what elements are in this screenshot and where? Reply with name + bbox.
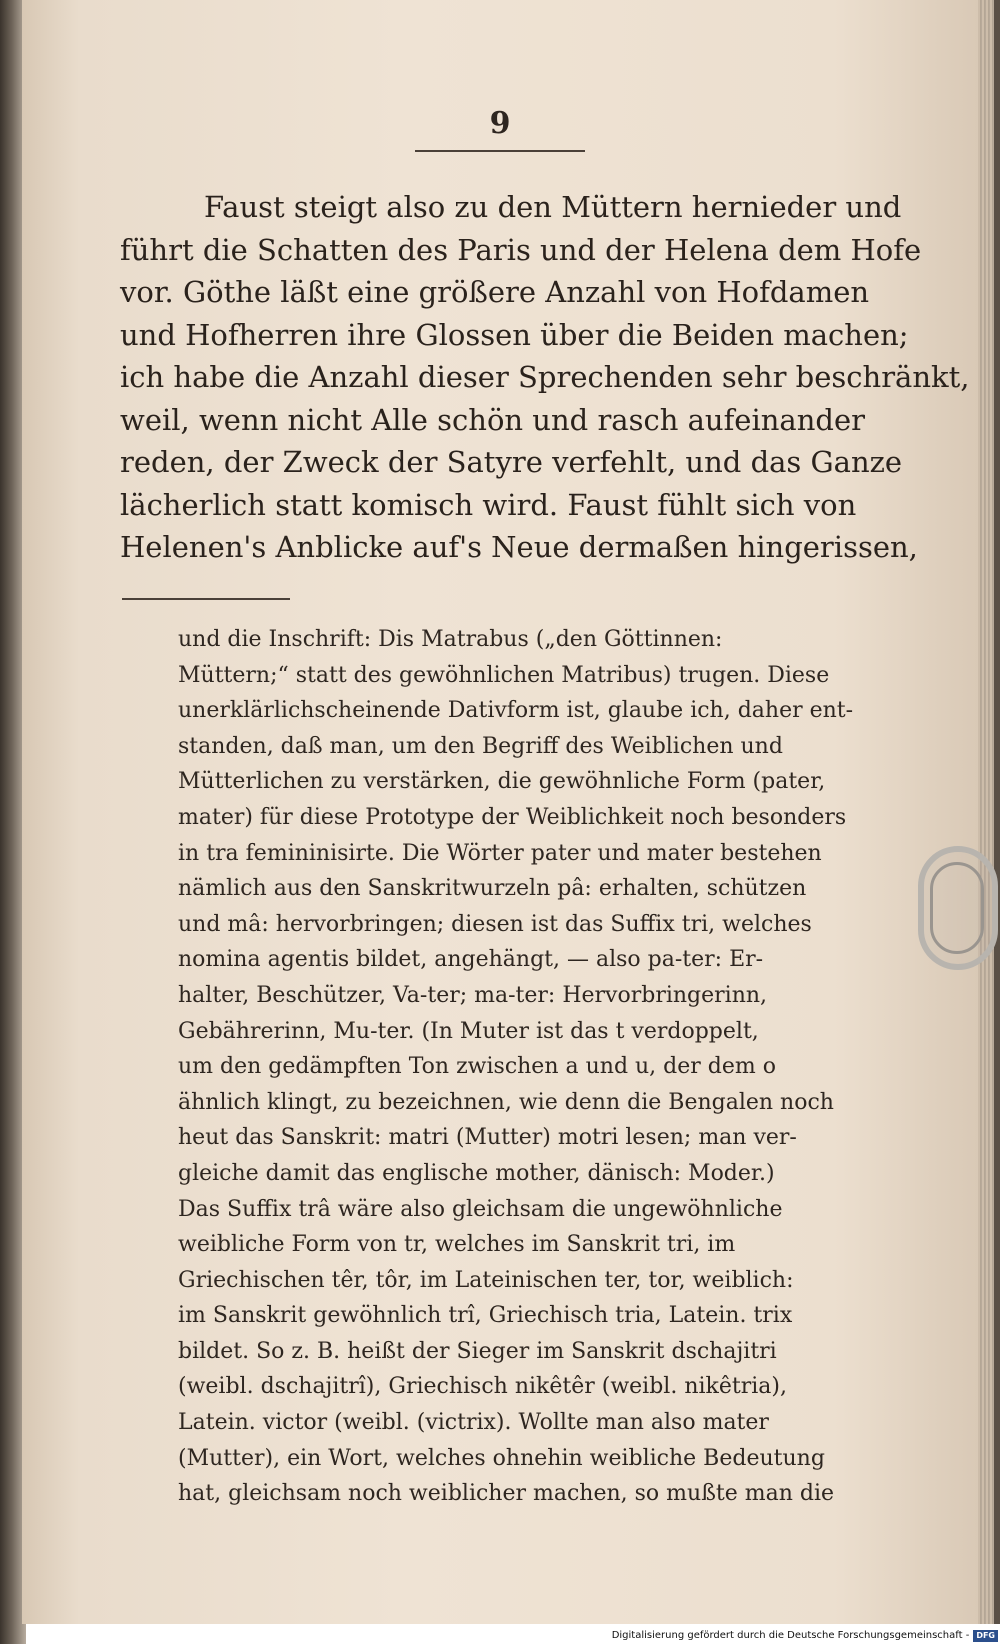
funding-text: Digitalisierung gefördert durch die Deutsche Forschungsgemeinschaft - (611, 1630, 970, 1641)
footnote-line: (weibl. dschajitrî), Griechisch nikêtêr (weibl. nikêtria), (178, 1374, 787, 1400)
footnote-line: halter, Beschützer, Va-ter; ma-ter: Hervorbringerinn, (178, 982, 768, 1008)
footnote-line: in tra femininisirte. Die Wörter pater und mater bestehen (178, 840, 822, 866)
footnote-line: Gebährerinn, Mu-ter. (In Muter ist das t verdoppelt, (178, 1018, 759, 1044)
footnote-line: und mâ: hervorbringen; diesen ist das Suffix tri, welches (178, 911, 812, 937)
footnote-line: ähnlich klingt, zu bezeichnen, wie denn die Bengalen noch (178, 1089, 834, 1115)
footnote-line: (Mutter), ein Wort, welches ohnehin weibliche Bedeutung (178, 1445, 825, 1471)
footnote-line: Müttern;“ statt des gewöhnlichen Matribus) trugen. Diese (178, 662, 830, 688)
footnote-line: mater) für diese Prototype der Weiblichkeit noch besonders (178, 804, 847, 830)
footnote-line: und die Inschrift: Dis Matrabus („den Göttinnen: (178, 627, 723, 652)
main-line: Helenen's Anblicke auf's Neue dermaßen hingerissen, (120, 530, 918, 564)
main-line: vor. Göthe läßt eine größere Anzahl von Hofdamen (120, 275, 870, 309)
main-line: Faust steigt also zu den Müttern hernieder und (204, 190, 902, 224)
footnote-rule (122, 598, 290, 600)
footnote-line: heut das Sanskrit: matri (Mutter) motri lesen; man ver- (178, 1125, 797, 1151)
page-edges (978, 0, 1000, 1624)
footnote (178, 622, 880, 1512)
paper-clip-inner-icon (930, 862, 984, 954)
footnote-line: bildet. So z. B. heißt der Sieger im Sanskrit dschajitri (178, 1338, 777, 1364)
main-line: reden, der Zweck der Satyre verfehlt, und das Ganze (120, 445, 903, 479)
footnote-line: Das Suffix trâ wäre also gleichsam die ungewöhnliche (178, 1196, 783, 1222)
page-number: 9 (489, 106, 511, 141)
footnote-line: weibliche Form von tr, welches im Sanskrit tri, im (178, 1232, 736, 1258)
main-paragraph (120, 186, 970, 569)
footnote-line: gleiche damit das englische mother, dänisch: Moder.) (178, 1160, 775, 1186)
footnote-line: nomina agentis bildet, angehängt, — also pa-ter: Er- (178, 947, 764, 973)
footnote-line: um den gedämpften Ton zwischen a und u, der dem o (178, 1054, 776, 1080)
main-line: führt die Schatten des Paris und der Helena dem Hofe (120, 232, 922, 267)
footnote-line: standen, daß man, um den Begriff des Weiblichen und (178, 733, 783, 759)
main-line: und Hofherren ihre Glossen über die Beiden machen; (120, 317, 909, 352)
main-line: ich habe die Anzahl dieser Sprechenden sehr beschränkt, (120, 360, 970, 394)
footnote-line: im Sanskrit gewöhnlich trî, Griechisch tria, Latein. trix (178, 1303, 793, 1329)
footnote-line: nämlich aus den Sanskritwurzeln pâ: erhalten, schützen (178, 876, 807, 902)
footnote-line: Griechischen têr, tôr, im Lateinischen ter, tor, weiblich: (178, 1267, 794, 1293)
main-line: lächerlich statt komisch wird. Faust fühlt sich von (120, 487, 857, 522)
footnote-line: unerklärlichscheinende Dativform ist, glaube ich, daher ent- (178, 698, 854, 724)
footnote-line: Latein. victor (weibl. (victrix). Wollte man also mater (178, 1410, 769, 1436)
dfg-logo: DFG (973, 1630, 998, 1642)
header-rule (415, 150, 585, 152)
footnote-line: hat, gleichsam noch weiblicher machen, so mußte man die (178, 1481, 835, 1507)
funding-banner (600, 1629, 998, 1643)
footnote-line: Mütterlichen zu verstärken, die gewöhnliche Form (pater, (178, 769, 826, 795)
main-line: weil, wenn nicht Alle schön und rasch aufeinander (120, 402, 865, 437)
